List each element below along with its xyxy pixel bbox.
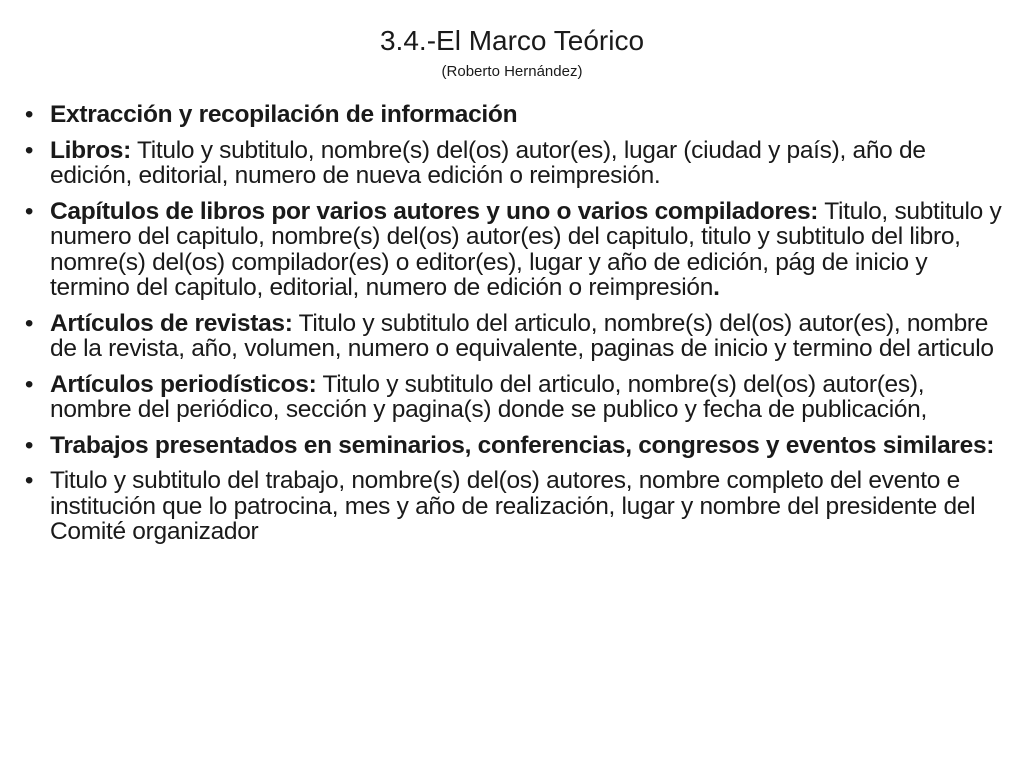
- bullet-bold-text: Artículos periodísticos:: [50, 370, 317, 398]
- bullet-item: [18, 433, 1008, 459]
- bullet-text: Titulo y subtitulo del articulo, nombre(s) del(os) autor(es), nombre del periódico, sección y pagina(s) donde se publico y fecha de publicación,: [50, 370, 928, 423]
- bullet-bold-text: Trabajos presentados en seminarios, conferencias, congresos y eventos similares:: [50, 431, 995, 459]
- slide-title: 3.4.-El Marco Teórico: [379, 25, 645, 56]
- title-block: [0, 24, 1024, 82]
- bullet-icon: •: [24, 370, 34, 398]
- bullet-bold-text: Capítulos de libros por varios autores y uno o varios compiladores:: [50, 197, 819, 225]
- slide-subtitle: (Roberto Hernández): [441, 63, 583, 80]
- bullet-icon: •: [24, 136, 34, 164]
- bullet-bold-text: Artículos de revistas:: [50, 309, 293, 337]
- bullet-icon: •: [24, 467, 34, 494]
- bullet-bold-text: Libros:: [50, 136, 131, 164]
- bullet-bold-tail: .: [713, 274, 720, 301]
- bullet-item: [18, 468, 1008, 545]
- bullet-text: Titulo, subtitulo y numero del capitulo, nombre(s) del(os) autor(es) del capitulo, titulo y subtitulo del libro, nomre(s) del(os) compilador(es) o editor(es), lugar y año de edición, pág de inicio y termino del capitulo, editorial, numero de edición o reimpresión: [50, 197, 1002, 301]
- bullet-list: [18, 102, 1008, 555]
- bullet-text: Titulo y subtitulo, nombre(s) del(os) autor(es), lugar (ciudad y país), año de edición, editorial, numero de nueva edición o reimpresión.: [50, 136, 926, 189]
- bullet-text: Titulo y subtitulo del articulo, nombre(s) del(os) autor(es), nombre de la revista, año, volumen, numero o equivalente, paginas de inicio y termino del articulo: [50, 309, 994, 362]
- bullet-item: [18, 102, 1008, 128]
- bullet-item: [18, 372, 1008, 423]
- bullet-item: [18, 311, 1008, 362]
- bullet-item: [18, 199, 1008, 301]
- bullet-icon: •: [24, 431, 34, 459]
- bullet-icon: •: [24, 197, 34, 225]
- bullet-icon: •: [24, 309, 34, 337]
- bullet-bold-text: Extracción y recopilación de información: [50, 101, 518, 128]
- bullet-text: Titulo y subtitulo del trabajo, nombre(s) del(os) autores, nombre completo del evento e institución que lo patrocina, mes y año de realización, lugar y nombre del presidente del Comité organizador: [50, 467, 976, 545]
- bullet-icon: •: [24, 101, 34, 128]
- bullet-item: [18, 138, 1008, 189]
